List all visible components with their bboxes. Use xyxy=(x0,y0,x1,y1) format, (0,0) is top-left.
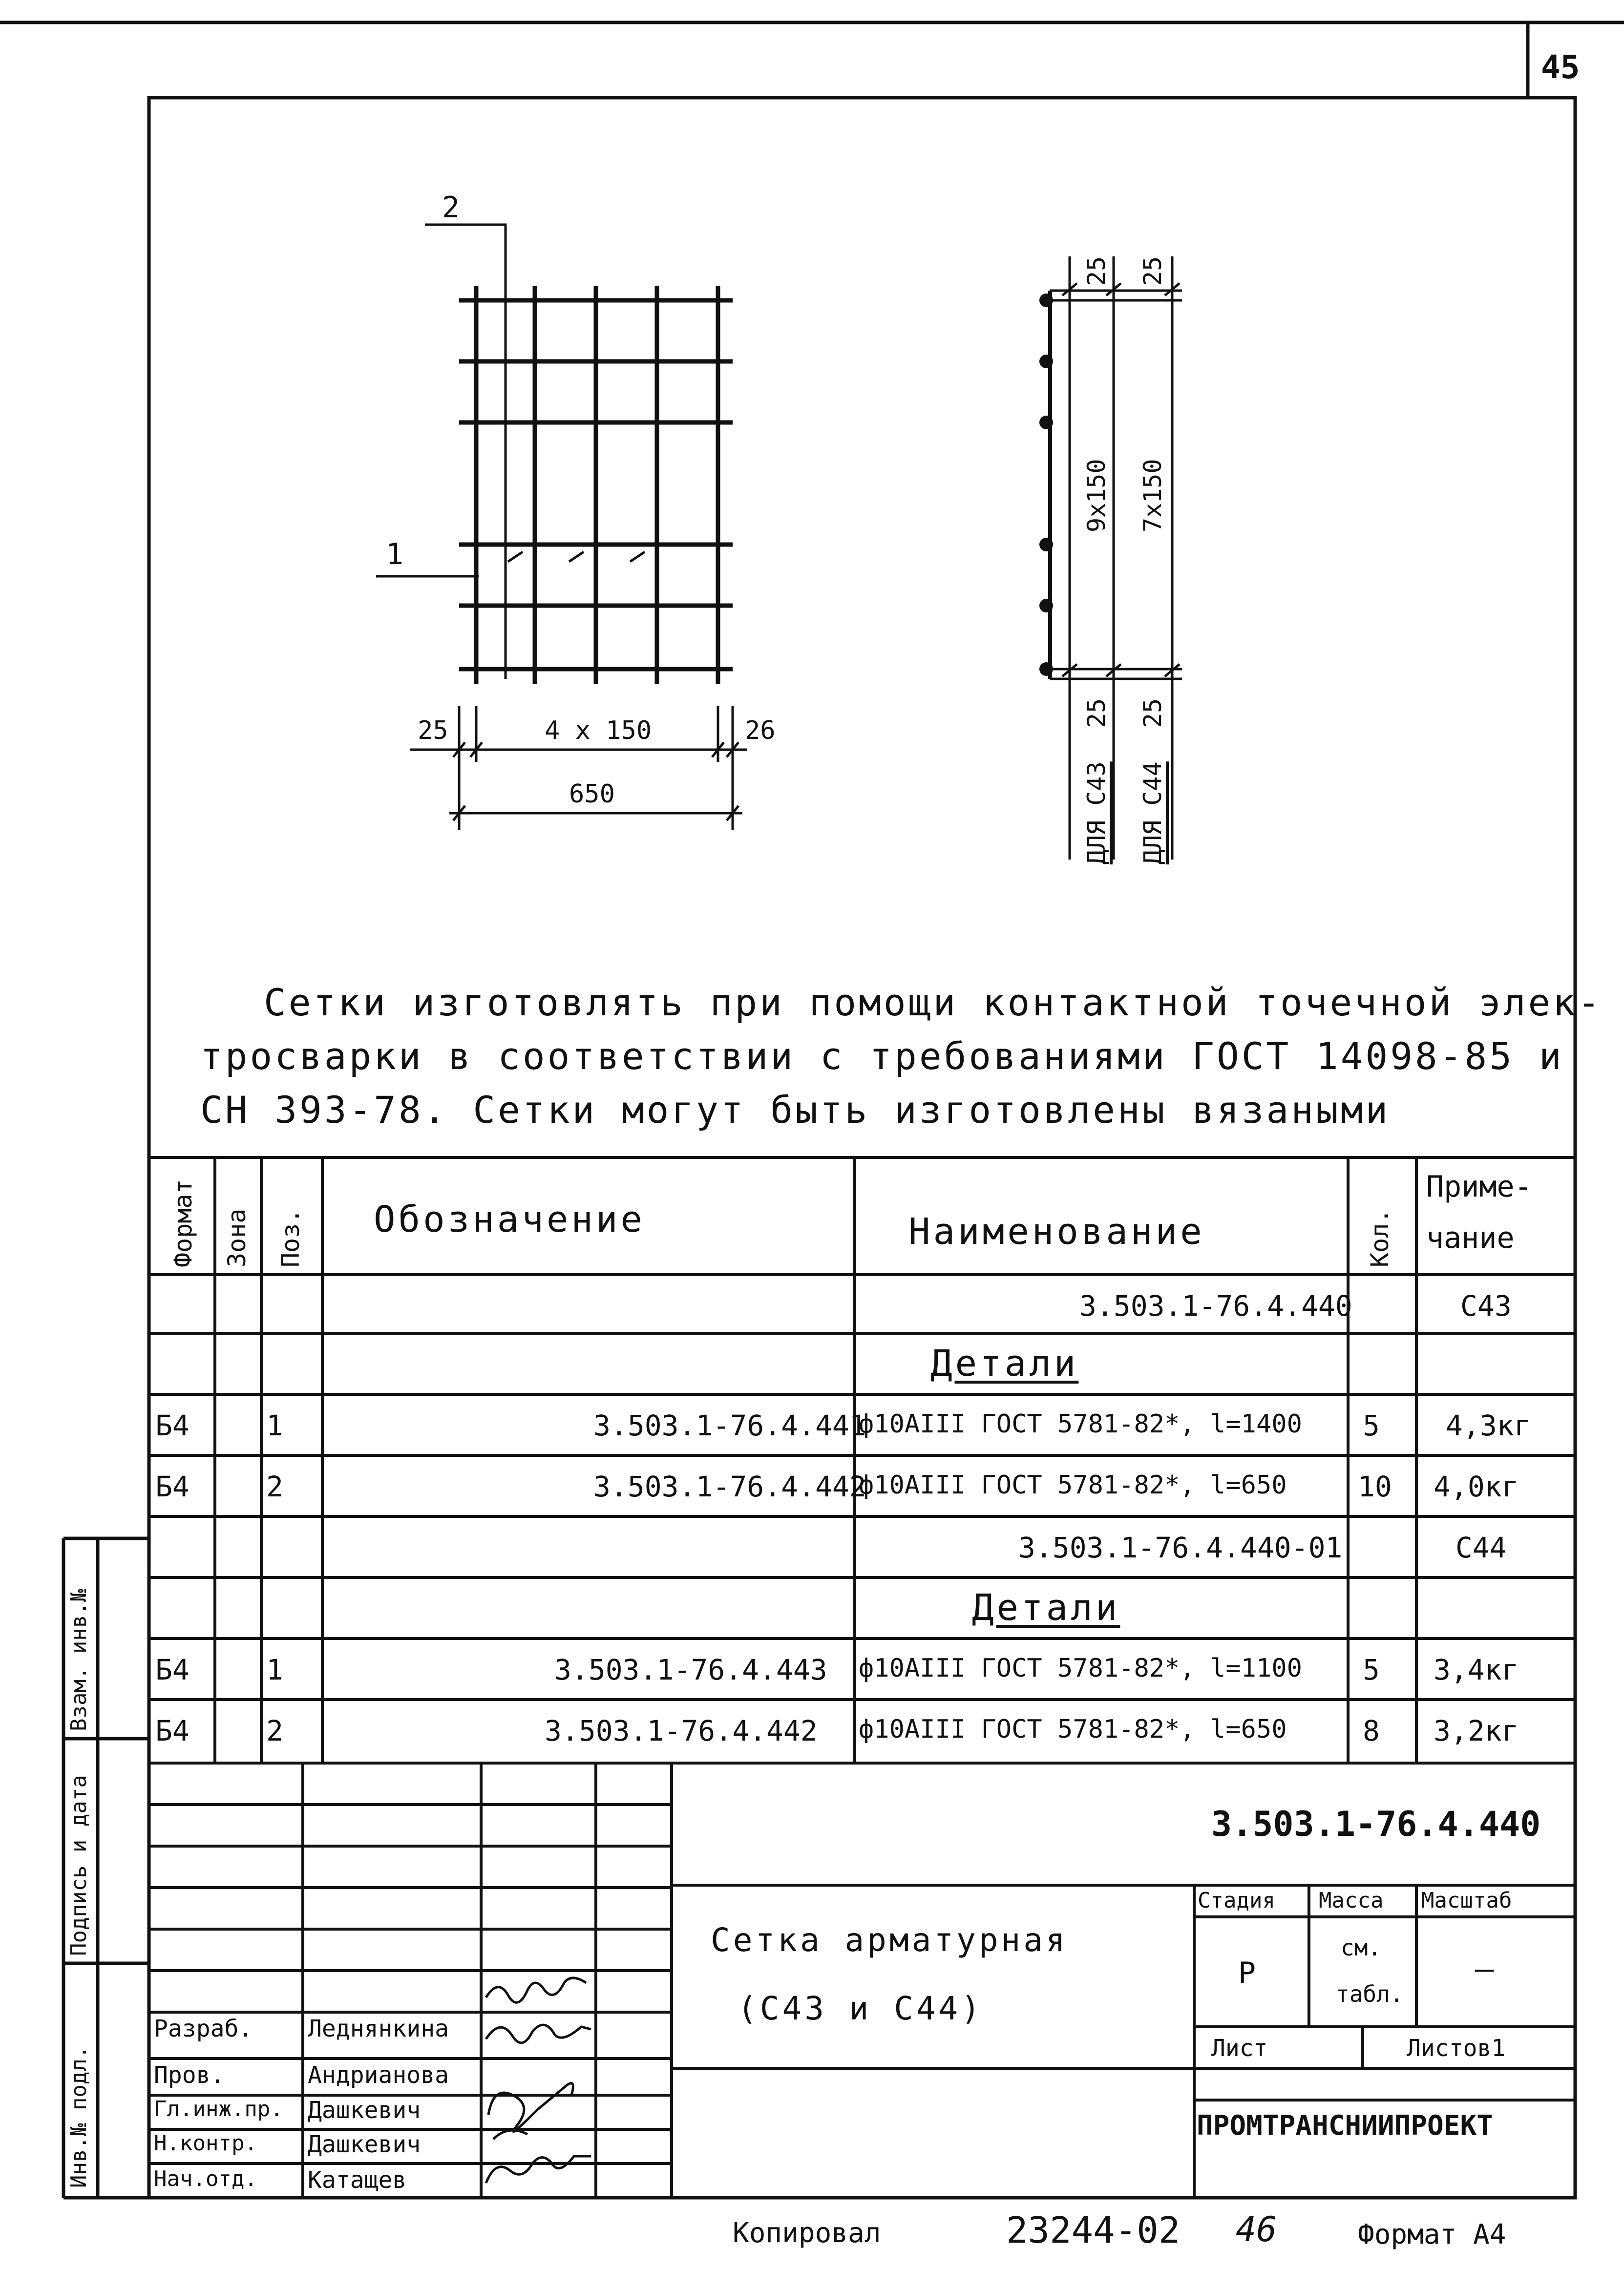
row-2-note: 4,3кг xyxy=(1446,1409,1531,1442)
position-label-1: 1 xyxy=(386,537,404,571)
footer-format: Формат А4 xyxy=(1358,2219,1506,2250)
stamp-inv-podl: Инв.№ подл. xyxy=(66,2045,91,2188)
signer-name-0: Леднянкина xyxy=(308,2015,449,2042)
mesh-front-view xyxy=(459,286,733,684)
row-2-format: Б4 xyxy=(155,1409,190,1442)
footer-copied: Копировал xyxy=(733,2217,881,2249)
row-3-designation: 3.503.1-76.4.442 xyxy=(593,1470,866,1503)
row-0-note: С43 xyxy=(1460,1289,1512,1323)
title-line-1: Сетка арматурная xyxy=(711,1921,1068,1959)
page-number: 45 xyxy=(1541,48,1580,86)
row-6-designation: 3.503.1-76.4.443 xyxy=(554,1653,827,1686)
row-6-name: ф10АIII ГОСТ 5781-82*, l=1100 xyxy=(859,1654,1302,1683)
signer-name-3: Дашкевич xyxy=(308,2131,421,2158)
signer-role-1: Пров. xyxy=(154,2061,225,2089)
row-6-pos: 1 xyxy=(266,1653,283,1686)
signer-name-1: Андрианова xyxy=(308,2061,449,2089)
row-0-name: 3.503.1-76.4.440 xyxy=(1079,1289,1352,1323)
header-note-1: Приме- xyxy=(1426,1170,1532,1204)
row-3-pos: 2 xyxy=(266,1470,283,1503)
sheet-label: Лист xyxy=(1211,2035,1268,2062)
mass-value-1: см. xyxy=(1341,1934,1382,1961)
stage-value: Р xyxy=(1238,1956,1256,1990)
row-4-name: 3.503.1-76.4.440-01 xyxy=(1018,1531,1343,1564)
row-7-name: ф10АIII ГОСТ 5781-82*, l=650 xyxy=(859,1715,1287,1744)
signer-role-0: Разраб. xyxy=(154,2015,253,2042)
signer-role-2: Гл.инж.пр. xyxy=(154,2097,283,2122)
side-dim-bot-b: 25 xyxy=(1139,698,1167,728)
row-2-qty: 5 xyxy=(1363,1409,1380,1442)
row-2-designation: 3.503.1-76.4.441 xyxy=(593,1409,866,1442)
row-7-pos: 2 xyxy=(266,1714,283,1747)
header-name: Наименование xyxy=(908,1211,1205,1253)
scale-label: Масштаб xyxy=(1421,1888,1512,1913)
row-2-name: ф10АIII ГОСТ 5781-82*, l=1400 xyxy=(859,1409,1302,1439)
row-7-designation: 3.503.1-76.4.442 xyxy=(545,1714,818,1747)
header-format: Формат xyxy=(169,1179,197,1267)
header-zone: Зона xyxy=(223,1208,251,1267)
position-label-2: 2 xyxy=(442,190,460,225)
footer-page: 46 xyxy=(1236,2209,1277,2249)
stamp-vzam-inv: Взам. инв.№ xyxy=(66,1589,91,1731)
side-dim-top-a: 25 xyxy=(1082,256,1111,286)
signer-name-4: Катащев xyxy=(308,2166,407,2194)
header-qty: Кол. xyxy=(1366,1208,1394,1267)
row-2-pos: 1 xyxy=(266,1409,283,1442)
stage-label: Стадия xyxy=(1198,1888,1275,1913)
title-line-2: (С43 и С44) xyxy=(738,1990,984,2027)
row-3-name: ф10АIII ГОСТ 5781-82*, l=650 xyxy=(859,1471,1287,1500)
mass-value-2: табл. xyxy=(1336,1981,1404,2007)
dim-left: 25 xyxy=(418,716,448,745)
signer-role-3: Н.контр. xyxy=(154,2131,257,2156)
row-1-name: Детали xyxy=(930,1343,1079,1385)
signer-role-4: Нач.отд. xyxy=(154,2166,257,2191)
signatures xyxy=(486,1978,591,2183)
note-line-2: тросварки в соответствии с требованиями ГОСТ 14098-85 и xyxy=(200,1034,1564,1078)
row-4-note: С44 xyxy=(1455,1531,1507,1564)
header-pos: Поз. xyxy=(276,1208,305,1267)
row-6-note: 3,4кг xyxy=(1434,1653,1519,1686)
dim-middle: 4 x 150 xyxy=(545,716,652,745)
row-7-format: Б4 xyxy=(155,1714,190,1747)
dim-total: 650 xyxy=(569,779,615,809)
header-designation: Обозначение xyxy=(374,1198,646,1240)
side-dim-top-b: 25 xyxy=(1139,256,1167,286)
mass-label: Масса xyxy=(1319,1888,1384,1913)
scale-value: — xyxy=(1475,1951,1494,1987)
side-dim-mid-b: 7x150 xyxy=(1139,459,1167,532)
signer-name-2: Дашкевич xyxy=(308,2097,421,2124)
side-note-c44: ДЛЯ С44 xyxy=(1139,761,1167,864)
side-dim-bot-a: 25 xyxy=(1082,698,1111,728)
sheets-label: Листов1 xyxy=(1407,2035,1506,2062)
header-note-2: чание xyxy=(1426,1221,1515,1255)
row-3-qty: 10 xyxy=(1358,1470,1392,1503)
row-7-note: 3,2кг xyxy=(1434,1714,1519,1747)
side-dim-mid-a: 9x150 xyxy=(1082,459,1111,532)
footer-order: 23244-02 xyxy=(1006,2209,1181,2251)
row-6-qty: 5 xyxy=(1363,1653,1380,1686)
organization: ПРОМТРАНСНИИПРОЕКТ xyxy=(1197,2110,1493,2142)
note-line-1: Сетки изготовлять при помощи контактной точечной элек- xyxy=(264,981,1603,1024)
dim-right: 26 xyxy=(745,716,776,745)
row-3-note: 4,0кг xyxy=(1434,1470,1519,1503)
stamp-podpis-data: Подпись и дата xyxy=(66,1775,91,1956)
row-3-format: Б4 xyxy=(155,1470,190,1503)
doc-code: 3.503.1-76.4.440 xyxy=(1211,1804,1541,1844)
row-7-qty: 8 xyxy=(1363,1714,1380,1747)
side-note-c43: ДЛЯ С43 xyxy=(1082,761,1111,864)
note-line-3: СН 393-78. Сетки могут быть изготовлены вязаными xyxy=(200,1088,1391,1132)
row-5-name: Детали xyxy=(972,1587,1120,1629)
row-6-format: Б4 xyxy=(155,1653,190,1686)
